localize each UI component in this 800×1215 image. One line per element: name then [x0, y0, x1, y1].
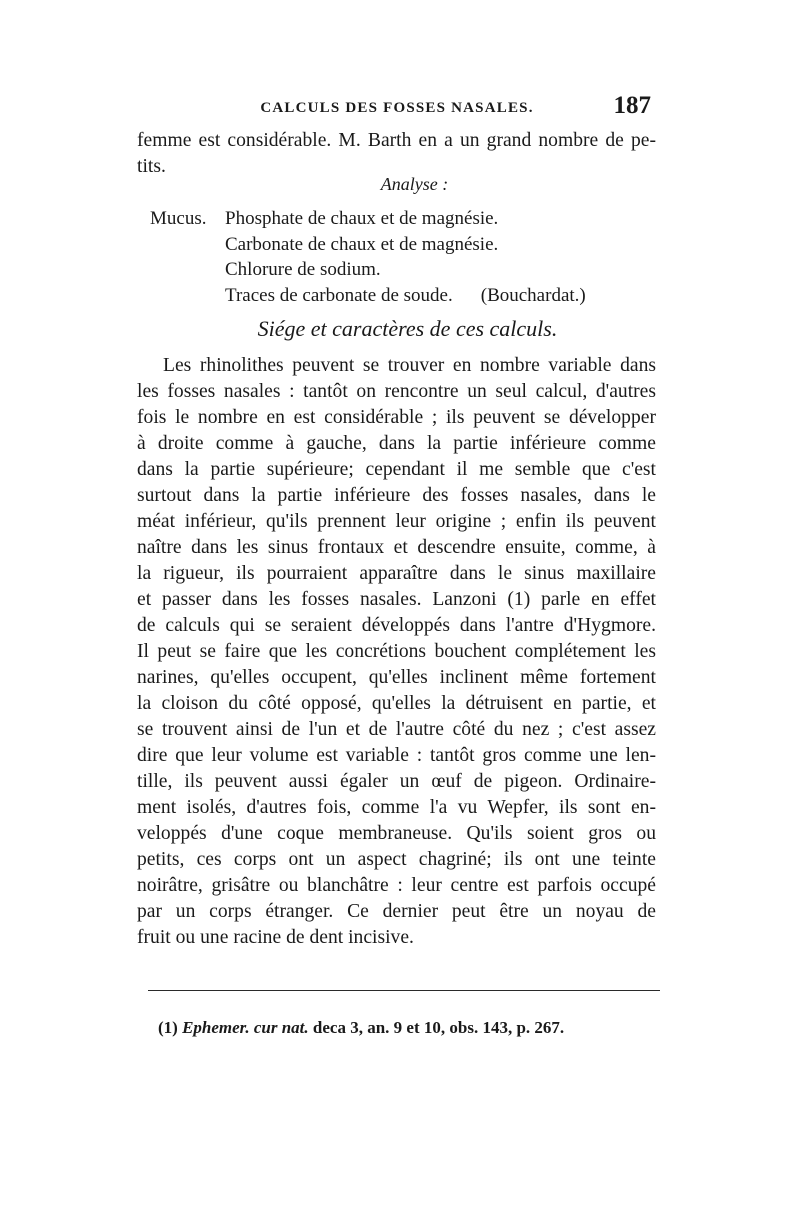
text-line: et passer dans les fosses nasales. Lanzoni (1) parle en effet	[137, 589, 656, 610]
text-line: ment isolés, d'autres fois, comme l'a vu Wepfer, ils sont en-	[137, 797, 656, 818]
text-line: narines, qu'elles occupent, qu'elles inclinent même fortement	[137, 667, 656, 688]
footnote-rule	[148, 990, 660, 991]
text-line: méat inférieur, qu'ils prennent leur origine ; enfin ils peuvent	[137, 511, 656, 532]
footnote-marker: (1)	[158, 1018, 178, 1037]
analysis-table	[150, 206, 650, 308]
text-line: tits.	[137, 156, 166, 177]
analysis-row	[150, 283, 650, 309]
text-line: tille, ils peuvent aussi égaler un œuf de pigeon. Ordinaire-	[137, 771, 656, 792]
text-line: veloppés d'une coque membraneuse. Qu'ils soient gros ou	[137, 823, 656, 844]
footnote-source: Ephemer. cur nat.	[182, 1018, 309, 1037]
text-line: par un corps étranger. Ce dernier peut être un noyau de	[137, 901, 656, 922]
text-line: se trouvent ainsi de l'un et de l'autre côté du nez ; c'est assez	[137, 719, 656, 740]
analysis-row	[150, 232, 650, 258]
page-header	[137, 92, 657, 122]
text-line: noirâtre, grisâtre ou blanchâtre : leur centre est parfois occupé	[137, 875, 656, 896]
analysis-item: Chlorure de sodium.	[225, 259, 381, 280]
analysis-attribution: (Bouchardat.)	[480, 284, 586, 306]
page-number: 187	[613, 92, 651, 119]
text-line: la rigueur, ils pourraient apparaître dans le sinus maxillaire	[137, 563, 656, 584]
footnote-reference: deca 3, an. 9 et 10, obs. 143, p. 267.	[312, 1018, 565, 1037]
text-line: à droite comme à gauche, dans la partie inférieure comme	[137, 433, 656, 454]
text-line: naître dans les sinus frontaux et descendre ensuite, comme, à	[137, 537, 656, 558]
footnote	[158, 1018, 564, 1038]
text-line: les fosses nasales : tantôt on rencontre un seul calcul, d'autres	[137, 381, 656, 402]
analysis-label: Mucus.	[150, 208, 207, 229]
text-line: petits, ces corps ont un aspect chagriné; ils ont une teinte	[137, 849, 656, 870]
text-line: dire que leur volume est variable : tantôt gros comme une len-	[137, 745, 656, 766]
text-line: fois le nombre en est considérable ; ils peuvent se développer	[137, 407, 656, 428]
analysis-item: Carbonate de chaux et de magnésie.	[225, 233, 499, 255]
text-line: femme est considérable. M. Barth en a un grand nombre de pe-	[137, 130, 656, 151]
section-title: Siége et caractères de ces calculs.	[257, 316, 558, 341]
analysis-row	[150, 206, 650, 232]
text-line: Les rhinolithes peuvent se trouver en nombre variable dans	[163, 355, 656, 376]
text-line: Il peut se faire que les concrétions bouchent complétement les	[137, 641, 656, 662]
analysis-title: Analyse :	[380, 174, 449, 194]
analysis-item: Traces de carbonate de soude.	[225, 284, 453, 306]
body-paragraph	[137, 353, 656, 951]
text-line: dans la partie supérieure; cependant il me semble que c'est	[137, 459, 656, 480]
text-line: de calculs qui se seraient développés dans l'antre d'Hygmore.	[137, 615, 656, 636]
text-line: la cloison du côté opposé, qu'elles la détruisent en partie, et	[137, 693, 656, 714]
intro-paragraph	[137, 128, 656, 180]
running-title: CALCULS DES FOSSES NASALES.	[260, 100, 534, 116]
analysis-row	[150, 257, 650, 283]
analysis-item: Phosphate de chaux et de magnésie.	[225, 208, 499, 229]
text-line: fruit ou une racine de dent incisive.	[137, 927, 414, 948]
text-line: surtout dans la partie inférieure des fosses nasales, dans le	[137, 485, 656, 506]
